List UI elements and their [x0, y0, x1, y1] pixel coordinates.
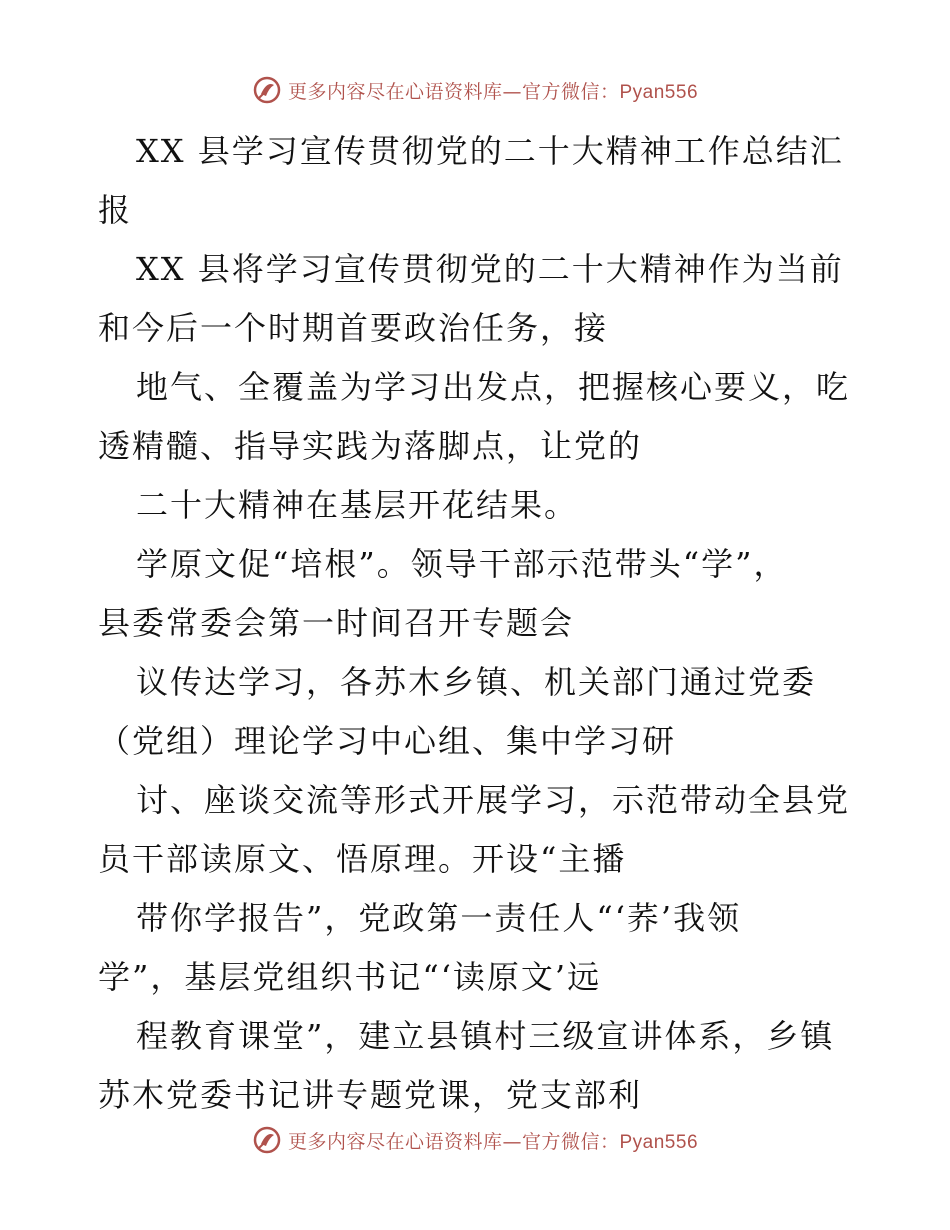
title-line-2: 报: [98, 191, 133, 229]
title-line-1: XX 县学习宣传贯彻党的二十大精神工作总结汇: [136, 132, 844, 170]
text-line: 带你学报告”，党政第一责任人“‘荞’我领: [136, 899, 742, 937]
text-line: 程教育课堂”，建立县镇村三级宣讲体系，乡镇: [136, 1017, 835, 1055]
text-line: 地气、全覆盖为学习出发点，把握核心要义，吃: [136, 368, 851, 406]
text-line: 县委常委会第一时间召开专题会: [98, 604, 575, 642]
text-line: 和今后一个时期首要政治任务，接: [98, 309, 609, 347]
watermark-banner-top: [0, 70, 950, 110]
text-line: XX 县将学习宣传贯彻党的二十大精神作为当前: [136, 250, 844, 288]
watermark-text: [288, 77, 698, 104]
text-line: 议传达学习，各苏木乡镇、机关部门通过党委: [136, 663, 817, 701]
text-line: 苏木党委书记讲专题党课，党支部利: [98, 1076, 643, 1114]
text-line: （党组）理论学习中心组、集中学习研: [98, 722, 677, 760]
document-body: [98, 122, 858, 1125]
watermark-id: Pyan556: [619, 81, 699, 103]
text-line: 透精髓、指导实践为落脚点，让党的: [98, 427, 643, 465]
text-line: 学原文促“培根”。领导干部示范带头“学”，: [136, 545, 788, 583]
watermark-label: 更多内容尽在心语资料库—官方微信：: [287, 1130, 620, 1153]
seal-logo-icon: [252, 1125, 282, 1155]
watermark-banner-bottom: [0, 1120, 950, 1160]
seal-logo-icon: [252, 75, 282, 105]
text-line: 二十大精神在基层开花结果。: [136, 486, 579, 524]
text-line: 学”，基层党组织书记“‘读原文’远: [98, 958, 602, 996]
text-line: 员干部读原文、悟原理。开设“主播: [98, 840, 627, 878]
watermark-text: [288, 1127, 698, 1154]
text-line: 讨、座谈交流等形式开展学习，示范带动全县党: [136, 781, 851, 819]
watermark-label: 更多内容尽在心语资料库—官方微信：: [287, 80, 620, 103]
watermark-id: Pyan556: [619, 1131, 699, 1153]
